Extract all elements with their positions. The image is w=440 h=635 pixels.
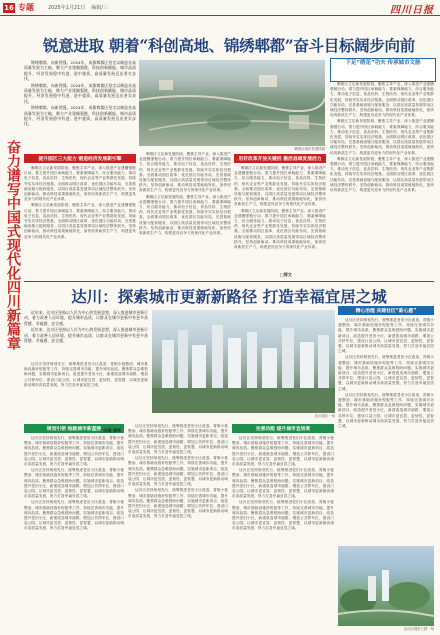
article2-column-1: 达川区坚持规划先行，统筹推进老旧小区改造、背街小巷整治、城市基础设施补短板等工作，持续完善城市功能，提升城市品质。聚焦群众急难愁盼问题，实施城市更新项目，改造提升老旧小区，新建改造城市道路，增加公共停车位，建设口袋公园，让城市更宜居、更韧性、更智慧，以城市更新推动城市高质量发展，努力打造幸福宜居之城。 达川区坚持规划先行，统筹推进老旧小区改造、背街小巷整治、城市基础设施补短板等工作，持续完善城市功能，提升城市品质。聚焦群众急难愁盼问题，实施城市更新项目，改造提升老旧小区，新建改造城市道路，增加公共停车位，建设口袋公园，让城市更宜居、更韧性、更智慧，以城市更新推动城市高质量发展，努力打造幸福宜居之城。 达川区坚持规划先行，统筹推进老旧小区改造、背街小巷整治、城市基础设施补短板等工作，持续完善城市功能，提升城市品质。聚焦群众急难愁盼问题，实施城市更新项目，改造提升老旧小区，新建改造城市道路，增加公共停车位，建设口袋公园，让城市更宜居、更韧性、更智慧，以城市更新推动城市高质量发展，努力打造幸福宜居之城。	[24, 436, 124, 531]
article2-city-photo	[152, 310, 335, 413]
article2-column-2: 达川区坚持规划先行，统筹推进老旧小区改造、背街小巷整治、城市基础设施补短板等工作，持续完善城市功能，提升城市品质。聚焦群众急难愁盼问题，实施城市更新项目，改造提升老旧小区，新建改造城市道路，增加公共停车位，建设口袋公园，让城市更宜居、更韧性、更智慧，以城市更新推动城市高质量发展，努力打造幸福宜居之城。 达川区坚持规划先行，统筹推进老旧小区改造、背街小巷整治、城市基础设施补短板等工作，持续完善城市功能，提升城市品质。聚焦群众急难愁盼问题，实施城市更新项目，改造提升老旧小区，新建改造城市道路，增加公共停车位，建设口袋公园，让城市更宜居、更韧性、更智慧，以城市更新推动城市高质量发展，努力打造幸福宜居之城。 达川区坚持规划先行，统筹推进老旧小区改造、背街小巷整治、城市基础设施补短板等工作，持续完善城市功能，提升城市品质。聚焦群众急难愁盼问题，实施城市更新项目，改造提升老旧小区，新建改造城市道路，增加公共停车位，建设口袋公园，让城市更宜居、更韧性、更智慧，以城市更新推动城市高质量发展，努力打造幸福宜居之城。	[128, 424, 228, 519]
masthead	[0, 0, 440, 16]
article-divider	[24, 281, 434, 282]
article1-headline: 锐意进取 朝着“科创高地、锦绣郫都”奋斗目标阔步向前	[43, 36, 415, 55]
article1-subhead-2: 用好改革开放关键招 激活县域发展活力	[234, 154, 326, 163]
article2-subhead-1: 规划引领 绘就城市新蓝图	[24, 424, 124, 433]
issue-date: 2025年1月21日	[48, 5, 86, 11]
aerial-scene	[139, 60, 325, 146]
city-skyline	[152, 310, 335, 413]
article2-right-column: 达川区坚持规划先行，统筹推进老旧小区改造、背街小巷整治、城市基础设施补短板等工作，持续完善城市功能，提升城市品质。聚焦群众急难愁盼问题，实施城市更新项目，改造提升老旧小区，新建改造城市道路，增加公共停车位，建设口袋公园，让城市更宜居、更韧性、更智慧，以城市更新推动城市高质量发展，努力打造幸福宜居之城。 达川区坚持规划先行，统筹推进老旧小区改造、背街小巷整治、城市基础设施补短板等工作，持续完善城市功能，提升城市品质。聚焦群众急难愁盼问题，实施城市更新项目，改造提升老旧小区，新建改造城市道路，增加公共停车位，建设口袋公园，让城市更宜居、更韧性、更智慧，以城市更新推动城市高质量发展，努力打造幸福宜居之城。 达川区坚持规划先行，统筹推进老旧小区改造、背街小巷整治、城市基础设施补短板等工作，持续完善城市功能，提升城市品质。聚焦群众急难愁盼问题，实施城市更新项目，改造提升老旧小区，新建改造城市道路，增加公共停车位，建设口袋公园，让城市更宜居、更韧性、更智慧，以城市更新推动城市高质量发展，努力打造幸福宜居之城。	[338, 318, 434, 429]
tagline-text: 下足“绣花”功夫 传承城市文脉	[345, 60, 421, 66]
article1-aerial-photo	[139, 60, 325, 146]
article1-byline: □郑文	[280, 272, 292, 277]
article1-column-3: 郫都区立足新发展阶段，聚焦主导产业，深入推进产业建圈强链行动，着力提升园区承载能力、要素保障能力、综合服务能力，推动电子信息、食品饮料、生物医药、现代农业等产业集群化发展，持续夯实实体经济根基。全面推动园区改革，优化园区功能布局，完善基础设施与配套服务，以园区高质量发展带动区域经济整体跃升。坚持创新驱动，推动科技成果就地转化，加快培育新质生产力，构建更具竞争力的现代化产业体系。 郫都区立足新发展阶段，聚焦主导产业，深入推进产业建圈强链行动，着力提升园区承载能力、要素保障能力、综合服务能力，推动电子信息、食品饮料、生物医药、现代农业等产业集群化发展，持续夯实实体经济根基。全面推动园区改革，优化园区功能布局，完善基础设施与配套服务，以园区高质量发展带动区域经济整体跃升。坚持创新驱动，推动科技成果就地转化，加快培育新质生产力，构建更具竞争力的现代化产业体系。	[234, 166, 326, 250]
article2-headline: 达川：探索城市更新新路径 打造幸福宜居之城	[71, 287, 387, 306]
article1-column-2: 郫都区立足新发展阶段，聚焦主导产业，深入推进产业建圈强链行动，着力提升园区承载能力、要素保障能力、综合服务能力，推动电子信息、食品饮料、生物医药、现代农业等产业集群化发展，持续夯实实体经济根基。全面推动园区改革，优化园区功能布局，完善基础设施与配套服务，以园区高质量发展带动区域经济整体跃升。坚持创新驱动，推动科技成果就地转化，加快培育新质生产力，构建更具竞争力的现代化产业体系。 郫都区立足新发展阶段，聚焦主导产业，深入推进产业建圈强链行动，着力提升园区承载能力、要素保障能力、综合服务能力，推动电子信息、食品饮料、生物医药、现代农业等产业集群化发展，持续夯实实体经济根基。全面推动园区改革，优化园区功能布局，完善基础设施与配套服务，以园区高质量发展带动区域经济整体跃升。坚持创新驱动，推动科技成果就地转化，加快培育新质生产力，构建更具竞争力的现代化产业体系。	[139, 152, 231, 236]
article1-subhead-1: 提升园区三大能力 锻造经济发展新引擎	[24, 154, 136, 163]
article1-right-column: 郫都区立足新发展阶段，聚焦主导产业，深入推进产业建圈强链行动，着力提升园区承载能力、要素保障能力、综合服务能力，推动电子信息、食品饮料、生物医药、现代农业等产业集群化发展，持续夯实实体经济根基。全面推动园区改革，优化园区功能布局，完善基础设施与配套服务，以园区高质量发展带动区域经济整体跃升。坚持创新驱动，推动科技成果就地转化，加快培育新质生产力，构建更具竞争力的现代化产业体系。 郫都区立足新发展阶段，聚焦主导产业，深入推进产业建圈强链行动，着力提升园区承载能力、要素保障能力、综合服务能力，推动电子信息、食品饮料、生物医药、现代农业等产业集群化发展，持续夯实实体经济根基。全面推动园区改革，优化园区功能布局，完善基础设施与配套服务，以园区高质量发展带动区域经济整体跃升。坚持创新驱动，推动科技成果就地转化，加快培育新质生产力，构建更具竞争力的现代化产业体系。 郫都区立足新发展阶段，聚焦主导产业，深入推进产业建圈强链行动，着力提升园区承载能力、要素保障能力、综合服务能力，推动电子信息、食品饮料、生物医药、现代农业等产业集群化发展，持续夯实实体经济根基。全面推动园区改革，优化园区功能布局，完善基础设施与配套服务，以园区高质量发展带动区域经济整体跃升。坚持创新驱动，推动科技成果就地转化，加快培育新质生产力，构建更具竞争力的现代化产业体系。	[330, 82, 434, 193]
article1-column-1: 郫都区立足新发展阶段，聚焦主导产业，深入推进产业建圈强链行动，着力提升园区承载能力、要素保障能力、综合服务能力，推动电子信息、食品饮料、生物医药、现代农业等产业集群化发展，持续夯实实体经济根基。全面推动园区改革，优化园区功能布局，完善基础设施与配套服务，以园区高质量发展带动区域经济整体跃升。坚持创新驱动，推动科技成果就地转化，加快培育新质生产力，构建更具竞争力的现代化产业体系。 郫都区立足新发展阶段，聚焦主导产业，深入推进产业建圈强链行动，着力提升园区承载能力、要素保障能力、综合服务能力，推动电子信息、食品饮料、生物医药、现代农业等产业集群化发展，持续夯实实体经济根基。全面推动园区改革，优化园区功能布局，完善基础设施与配套服务，以园区高质量发展带动区域经济整体跃升。坚持创新驱动，推动科技成果就地转化，加快培育新质生产力，构建更具竞争力的现代化产业体系。	[24, 166, 136, 239]
tagline-box	[330, 58, 436, 82]
section-title: 专题	[18, 3, 34, 12]
article1-intro: 锦绣郫都，向新图强。2024年，成都郫都区坚定以制造业高质量发展为主轴，聚力产业建圈强链、科技创新赋能、城市品质提升，经济发展稳中有进、进中提质，高质量发展迈出坚实步伐。 锦绣郫都，向新图强。2024年，成都郫都区坚定以制造业高质量发展为主轴，聚力产业建圈强链、科技创新赋能、城市品质提升，经济发展稳中有进、进中提质，高质量发展迈出坚实步伐。 锦绣郫都，向新图强。2024年，成都郫都区坚定以制造业高质量发展为主轴，聚力产业建圈强链、科技创新赋能、城市品质提升，经济发展稳中有进、进中提质，高质量发展迈出坚实步伐。	[24, 60, 136, 127]
vertical-banner-title: 奋力谱写中国式现代化四川新篇章	[5, 140, 21, 350]
park-scene	[338, 546, 434, 626]
article2-subhead-2: 完善功能 提升城市宜居度	[232, 424, 334, 433]
article2-park-photo	[338, 546, 434, 626]
article2-photo-caption: 达川城区一角	[314, 414, 335, 418]
article2-column-3: 达川区坚持规划先行，统筹推进老旧小区改造、背街小巷整治、城市基础设施补短板等工作，持续完善城市功能，提升城市品质。聚焦群众急难愁盼问题，实施城市更新项目，改造提升老旧小区，新建改造城市道路，增加公共停车位，建设口袋公园，让城市更宜居、更韧性、更智慧，以城市更新推动城市高质量发展，努力打造幸福宜居之城。 达川区坚持规划先行，统筹推进老旧小区改造、背街小巷整治、城市基础设施补短板等工作，持续完善城市功能，提升城市品质。聚焦群众急难愁盼问题，实施城市更新项目，改造提升老旧小区，新建改造城市道路，增加公共停车位，建设口袋公园，让城市更宜居、更韧性、更智慧，以城市更新推动城市高质量发展，努力打造幸福宜居之城。 达川区坚持规划先行，统筹推进老旧小区改造、背街小巷整治、城市基础设施补短板等工作，持续完善城市功能，提升城市品质。聚焦群众急难愁盼问题，实施城市更新项目，改造提升老旧小区，新建改造城市道路，增加公共停车位，建设口袋公园，让城市更宜居、更韧性、更智慧，以城市更新推动城市高质量发展，努力打造幸福宜居之城。	[232, 436, 334, 531]
editor-credit: 编辑/三	[91, 5, 108, 11]
article2-intro-continued: 达川区坚持规划先行，统筹推进老旧小区改造、背街小巷整治、城市基础设施补短板等工作，持续完善城市功能，提升城市品质。聚焦群众急难愁盼问题，实施城市更新项目，改造提升老旧小区，新建改造城市道路，增加公共停车位，建设口袋公园，让城市更宜居、更韧性、更智慧，以城市更新推动城市高质量发展，努力打造幸福宜居之城。	[24, 362, 148, 387]
article2-park-caption: 达川区城市公园一角	[403, 627, 434, 631]
article2-side-subhead: 精心治理 共建社区“新心愿”	[338, 306, 434, 315]
article1-photo-caption: 郫都区城市发展风貌	[294, 147, 325, 151]
article2-byline: □刘禹 徐军	[100, 428, 122, 433]
article2-intro: 近年来，达川区坚持以人民为中心的发展思想，深入推进城市更新行动，着力改善人居环境，提升城市品质，让群众在城市更新中有更多获得感、幸福感、安全感。 近年来，达川区坚持以人民为中心的发展思想，深入推进城市更新行动，着力改善人居环境，提升城市品质，让群众在城市更新中有更多获得感、幸福感、安全感。	[24, 310, 148, 344]
newspaper-logo: 四川日报	[390, 5, 434, 16]
page-number: 16	[4, 3, 14, 12]
